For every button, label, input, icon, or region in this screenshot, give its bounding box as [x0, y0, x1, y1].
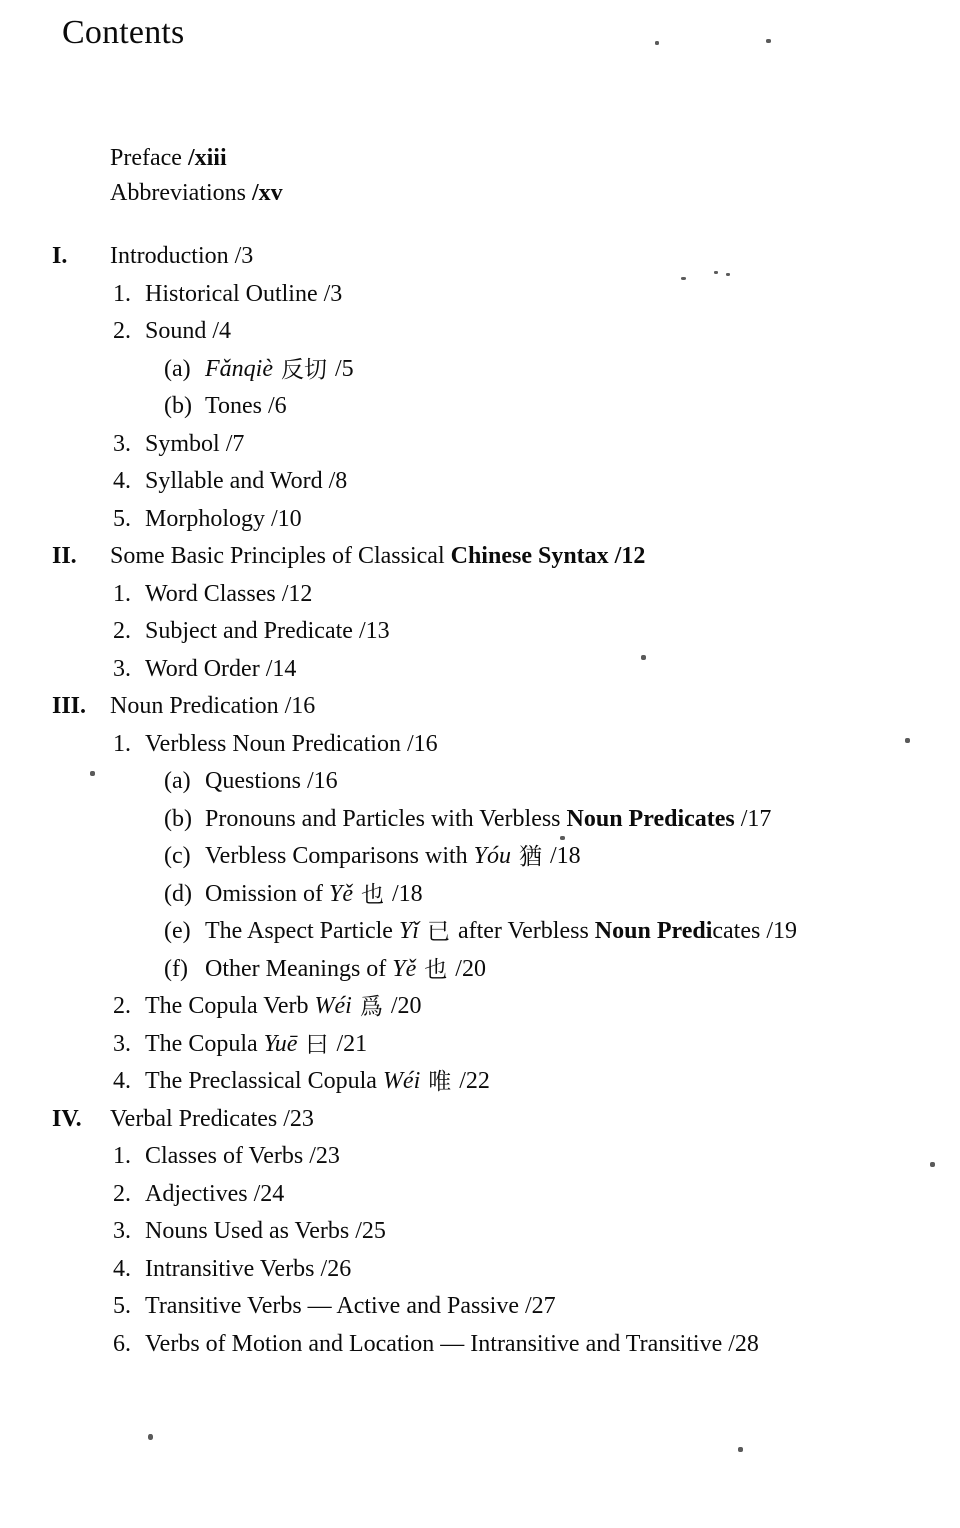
toc-entry-title: The Preclassical Copula: [145, 1068, 377, 1094]
toc-entry-page-number: /3: [234, 243, 254, 269]
toc-entry-title: Omission of: [205, 880, 324, 907]
toc-entry-page-number: /3: [323, 280, 343, 307]
toc-entry-page-number: /20: [390, 993, 422, 1019]
toc-entry-level-2[interactable]: [0, 1026, 960, 1064]
toc-entry-page-number: /10: [271, 505, 302, 532]
toc-entry-marker: 3.: [113, 1030, 131, 1057]
toc-entry-level-2[interactable]: [0, 1063, 960, 1101]
toc-entry-marker: 2.: [113, 993, 131, 1019]
toc-entry-page-number: /23: [309, 1143, 340, 1169]
toc-entry-title: Morphology: [145, 505, 265, 532]
toc-entry-level-3[interactable]: [0, 388, 960, 426]
toc-entry-han-characters: 已: [426, 919, 450, 945]
toc-entry-page-number: /14: [265, 655, 297, 682]
toc-entry-level-3[interactable]: [0, 763, 960, 801]
scan-speck: [681, 277, 686, 280]
toc-entry-title: Syllable and Word: [145, 468, 323, 494]
toc-entry-title-emphasis: Chinese Syntax: [450, 543, 609, 569]
toc-entry-body: [145, 1331, 759, 1357]
toc-entry-marker: (b): [164, 805, 192, 832]
toc-entry-marker: 1.: [113, 280, 131, 307]
toc-entry-title: Symbol: [145, 430, 220, 457]
scan-speck: [560, 836, 565, 840]
toc-entry-marker: 6.: [113, 1330, 131, 1357]
scan-speck: [655, 41, 659, 45]
toc-entry-page-number: /5: [334, 355, 354, 382]
toc-entry-body: [145, 1218, 386, 1244]
toc-entry-title: Tones: [205, 393, 262, 419]
toc-entry-page-number: /16: [307, 768, 338, 794]
frontmatter-title: Abbreviations: [110, 180, 246, 206]
toc-entry-level-2[interactable]: [0, 988, 960, 1026]
toc-entry-body: [205, 393, 287, 419]
toc-entry-page-number: /6: [267, 393, 287, 419]
toc-entry-han-characters: 唯: [428, 1069, 452, 1095]
frontmatter-list: [110, 141, 810, 211]
toc-entry-title: Intransitive Verbs: [145, 1255, 315, 1282]
toc-entry-title: The Aspect Particle: [205, 918, 393, 944]
toc-entry-title: Introduction: [110, 243, 229, 269]
frontmatter-title: Preface: [110, 145, 182, 171]
toc-entry-title: Other Meanings of: [205, 955, 387, 982]
scan-speck: [148, 1434, 153, 1440]
toc-entry-marker: 5.: [113, 1293, 131, 1319]
toc-entry-romanization: Wéi: [382, 1068, 421, 1094]
toc-entry-level-2[interactable]: [0, 1326, 960, 1364]
toc-entry-body: [205, 356, 354, 383]
scan-speck: [766, 39, 771, 43]
toc-entry-page-number: /7: [225, 430, 245, 457]
toc-entry-marker: IV.: [52, 1105, 82, 1132]
toc-entry-han-characters: 爲: [359, 994, 383, 1020]
toc-entry-title: Sound: [145, 318, 207, 344]
toc-entry-page-number: /12: [614, 543, 646, 569]
toc-entry-marker: 4.: [113, 1068, 131, 1094]
toc-entry-title: The Copula: [145, 1030, 258, 1057]
toc-entry-body: [145, 1181, 284, 1207]
toc-entry-marker: III.: [52, 693, 87, 719]
toc-entry-level-3[interactable]: [0, 951, 960, 989]
toc-entry-level-3[interactable]: [0, 876, 960, 914]
toc-entry-han-characters: 反切: [280, 356, 327, 383]
scan-speck: [930, 1162, 935, 1167]
toc-entry-marker: 4.: [113, 1255, 131, 1282]
table-of-contents-list: [0, 238, 960, 1363]
toc-entry-body: [110, 243, 253, 269]
toc-entry-han-characters: 曰: [305, 1031, 329, 1058]
toc-entry-body: [145, 1143, 340, 1169]
toc-entry-marker: 3.: [113, 655, 131, 682]
toc-entry-han-characters: 猶: [519, 844, 543, 870]
toc-entry-title: Verbal Predicates: [110, 1105, 278, 1132]
toc-entry-page-number: /21: [336, 1030, 368, 1057]
toc-entry-level-1[interactable]: [0, 1101, 960, 1139]
toc-entry-title: Verbless Comparisons with: [205, 843, 468, 869]
toc-entry-title: Transitive Verbs — Active and Passive: [145, 1293, 519, 1319]
scan-speck: [714, 271, 718, 274]
toc-entry-marker: 5.: [113, 505, 131, 532]
toc-entry-level-1[interactable]: [0, 688, 960, 726]
toc-entry-body: [145, 431, 244, 457]
toc-entry-marker: II.: [52, 543, 77, 569]
toc-entry-body: [145, 993, 422, 1020]
toc-entry-body: [145, 1293, 556, 1319]
toc-entry-level-2[interactable]: [0, 576, 960, 614]
toc-entry-level-2[interactable]: [0, 1213, 960, 1251]
toc-entry-level-2[interactable]: [0, 276, 960, 314]
toc-entry-level-3[interactable]: [0, 913, 960, 951]
toc-entry-level-2[interactable]: [0, 1251, 960, 1289]
toc-entry-marker: 4.: [113, 468, 131, 494]
frontmatter-page-number: /xiii: [187, 145, 227, 171]
toc-entry-han-characters: 也: [361, 881, 385, 908]
scan-speck: [641, 655, 646, 660]
toc-entry-title: Word Classes: [145, 580, 276, 607]
toc-entry-page-number: /13: [358, 618, 390, 644]
toc-entry-title: Noun Predication: [110, 693, 279, 719]
toc-entry-romanization: Wéi: [314, 993, 352, 1019]
toc-entry-level-1[interactable]: [0, 238, 960, 276]
toc-entry-level-2[interactable]: [0, 651, 960, 689]
toc-entry-level-3[interactable]: [0, 838, 960, 876]
toc-entry-title: Pronouns and Particles with Verbless: [205, 805, 567, 832]
toc-entry-title: Verbs of Motion and Location — Intransitive and Transitive: [145, 1330, 723, 1357]
frontmatter-page-number: /xv: [251, 180, 283, 206]
toc-entry-marker: 2.: [113, 1180, 131, 1207]
toc-entry-body: [145, 1256, 351, 1282]
frontmatter-entry: [110, 176, 810, 211]
toc-entry-marker: (a): [164, 355, 191, 382]
toc-entry-level-1[interactable]: [0, 538, 960, 576]
toc-entry-body: [205, 806, 771, 832]
toc-entry-page-number: /8: [328, 468, 348, 494]
toc-entry-title-continued: after Verbless: [457, 918, 595, 944]
toc-entry-level-2[interactable]: [0, 463, 960, 501]
toc-entry-body: [205, 956, 486, 983]
toc-entry-page-number: /27: [524, 1293, 556, 1319]
toc-entry-title-emphasis: Noun Predi: [594, 918, 713, 944]
scan-speck: [726, 273, 730, 276]
toc-entry-marker: 2.: [113, 618, 131, 644]
toc-entry-marker: 3.: [113, 430, 131, 457]
toc-entry-page-number: /18: [550, 843, 581, 869]
toc-entry-marker: 1.: [113, 1143, 131, 1169]
scan-speck: [90, 771, 95, 776]
scan-speck: [905, 738, 910, 743]
toc-entry-romanization: Yě: [329, 880, 354, 907]
page-title: Contents: [62, 13, 185, 51]
toc-entry-title: Some Basic Principles of Classical: [110, 543, 451, 569]
toc-entry-level-2[interactable]: [0, 726, 960, 764]
toc-entry-body: [145, 468, 347, 494]
toc-entry-title: Verbless Noun Predication: [145, 730, 401, 757]
frontmatter-entry: [110, 141, 810, 176]
toc-entry-marker: 1.: [113, 580, 131, 607]
toc-entry-page-number: /12: [281, 580, 313, 607]
toc-entry-han-characters: 也: [424, 956, 448, 983]
toc-entry-body: [145, 656, 296, 682]
toc-entry-body: [145, 281, 342, 307]
toc-entry-romanization: Fǎnqiè: [205, 355, 273, 382]
toc-entry-title: Nouns Used as Verbs: [145, 1218, 350, 1244]
toc-entry-level-2[interactable]: [0, 426, 960, 464]
toc-entry-page-number: /20: [455, 955, 486, 982]
toc-entry-body: [205, 881, 423, 908]
toc-entry-body: [205, 768, 338, 794]
toc-entry-title: The Copula Verb: [145, 993, 309, 1019]
toc-entry-title: Classes of Verbs: [145, 1143, 304, 1169]
toc-entry-title: Adjectives: [145, 1180, 248, 1207]
toc-entry-body: [145, 581, 312, 607]
toc-entry-level-2[interactable]: [0, 1288, 960, 1326]
toc-entry-romanization: Yóu: [473, 843, 512, 869]
toc-entry-page-number: /24: [253, 1180, 285, 1207]
toc-entry-level-3[interactable]: [0, 351, 960, 389]
toc-entry-page-number: /17: [740, 805, 772, 832]
toc-entry-level-2[interactable]: [0, 613, 960, 651]
toc-entry-marker: (f): [164, 955, 188, 982]
toc-entry-page-number: /16: [284, 693, 316, 719]
toc-entry-romanization: Yǐ: [398, 918, 419, 944]
toc-entry-title: Word Order: [145, 655, 260, 682]
toc-entry-body: [145, 618, 390, 644]
toc-entry-level-3[interactable]: [0, 801, 960, 839]
toc-entry-romanization: Yuē: [263, 1030, 298, 1057]
toc-entry-body: [110, 543, 645, 569]
toc-entry-page-number: /26: [320, 1255, 352, 1282]
toc-entry-page-number: /28: [728, 1330, 759, 1357]
toc-entry-body: [145, 506, 302, 532]
toc-entry-marker: (e): [164, 918, 191, 944]
toc-entry-romanization: Yě: [392, 955, 417, 982]
toc-entry-title-emphasis: Noun Predicates: [566, 805, 735, 832]
toc-entry-title: Historical Outline: [145, 280, 318, 307]
toc-entry-body: [145, 318, 231, 344]
toc-entry-marker: (c): [164, 843, 191, 869]
toc-entry-marker: (a): [164, 768, 191, 794]
toc-entry-body: [110, 693, 315, 719]
toc-entry-level-2[interactable]: [0, 1138, 960, 1176]
toc-entry-body: [110, 1106, 314, 1132]
toc-entry-page-number: /22: [459, 1068, 490, 1094]
toc-entry-page-number: /16: [406, 730, 438, 757]
toc-entry-body: [205, 918, 797, 945]
toc-entry-title-tail: cates: [712, 918, 761, 944]
toc-entry-level-2[interactable]: [0, 1176, 960, 1214]
toc-entry-page-number: /19: [766, 918, 798, 944]
toc-entry-title: Subject and Predicate: [145, 618, 353, 644]
toc-entry-page-number: /25: [355, 1218, 386, 1244]
toc-entry-title: Questions: [205, 768, 301, 794]
scan-speck: [738, 1447, 743, 1452]
toc-entry-page-number: /4: [212, 318, 232, 344]
toc-entry-marker: (b): [164, 393, 192, 419]
toc-entry-body: [145, 1031, 367, 1058]
toc-entry-level-2[interactable]: [0, 313, 960, 351]
toc-entry-body: [145, 731, 438, 757]
toc-entry-marker: 1.: [113, 730, 131, 757]
toc-entry-marker: (d): [164, 880, 192, 907]
toc-entry-page-number: /23: [283, 1105, 314, 1132]
toc-entry-page-number: /18: [392, 880, 423, 907]
toc-entry-marker: 2.: [113, 318, 131, 344]
toc-entry-marker: 3.: [113, 1218, 131, 1244]
toc-entry-marker: I.: [52, 243, 68, 269]
toc-entry-level-2[interactable]: [0, 501, 960, 539]
toc-entry-body: [205, 843, 581, 870]
toc-entry-body: [145, 1068, 490, 1095]
